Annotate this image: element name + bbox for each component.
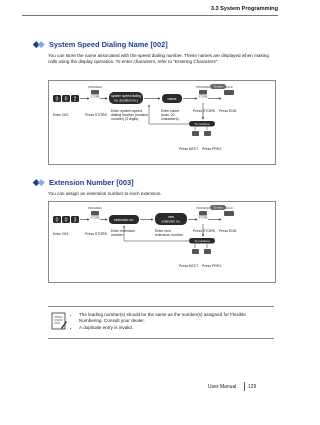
prev-button-icon: [204, 131, 211, 136]
caption-press-store: Press STORE.: [85, 113, 108, 117]
section-title-speed-dial-name: System Speed Dialing Name [002]: [34, 40, 168, 49]
svg-text:STORE: STORE: [198, 95, 208, 99]
note-item: • The leading number(s) should be the same as the number(s) assigned for Flexible Numbering. Consult your dealer.: [79, 312, 270, 324]
dial-key-0: [62, 95, 70, 103]
notes-list: [70, 312, 270, 331]
svg-text:name: name: [167, 97, 177, 101]
diagram-svg: [49, 81, 275, 164]
svg-text:STORE: STORE: [90, 95, 100, 99]
svg-text:PROGRAM: PROGRAM: [196, 86, 210, 89]
to-continue-label: [189, 238, 215, 244]
next-button-icon: [192, 249, 199, 254]
caption-enter-extension: Enter extension number.: [111, 229, 136, 238]
caption-press-store-2: Press STORE.: [193, 229, 216, 233]
caption-press-store: Press STORE.: [85, 232, 108, 236]
to-next-label: [210, 205, 226, 210]
footer-divider: [244, 382, 245, 391]
page-number: 129: [248, 384, 257, 390]
svg-text:3: 3: [73, 217, 77, 224]
svg-text:PROGRAM: PROGRAM: [88, 207, 102, 210]
extension-no-field: [109, 215, 139, 224]
section-description: You can store the name associated with the speed dialing number. These names are displayed when making calls using the display operation. To enter characters, refer to "Entering Characters".: [48, 53, 269, 64]
svg-text:STORE: STORE: [198, 216, 208, 220]
dial-key-0: [53, 95, 61, 103]
new-extension-no-field: [155, 213, 187, 225]
svg-text:extension no.: extension no.: [161, 219, 181, 224]
store-button-icon: [199, 90, 207, 95]
svg-text:extension no.: extension no.: [113, 218, 135, 222]
footer-label: User Manual: [208, 384, 237, 390]
svg-text:To next: To next: [213, 205, 223, 210]
to-continue-label: [189, 121, 215, 127]
caption-press-next: Press NEXT.: [179, 147, 199, 151]
svg-text:no. (location no.): no. (location no.): [114, 98, 138, 103]
note-rule-top: [48, 306, 274, 307]
end-button-icon: [224, 90, 234, 95]
svg-text:2: 2: [73, 96, 77, 103]
dial-key-0: [53, 216, 61, 224]
svg-text:STORE: STORE: [90, 216, 100, 220]
note-icon: [50, 311, 68, 331]
end-button-icon: [224, 211, 234, 216]
header-rule: [22, 15, 278, 16]
section-description: You can assign an extension number to each extension.: [48, 191, 162, 196]
svg-text:0: 0: [55, 96, 59, 103]
caption-press-next: Press NEXT.: [179, 264, 199, 268]
store-button-icon: [91, 211, 99, 216]
speed-dial-location-field: [109, 92, 143, 104]
svg-text:HOLD: HOLD: [225, 86, 233, 89]
svg-text:PROGRAM: PROGRAM: [88, 86, 102, 89]
next-button-icon: [192, 131, 199, 136]
dial-key-2: [71, 95, 79, 103]
dial-key-3: [71, 216, 79, 224]
store-button-icon: [91, 90, 99, 95]
svg-text:0: 0: [64, 96, 68, 103]
caption-enter-code: Enter 003.: [53, 232, 70, 236]
page-header-title: 3.3 System Programming: [210, 6, 278, 12]
diagram-svg: [49, 202, 275, 282]
note-item: • A duplicate entry is invalid.: [79, 325, 270, 331]
svg-text:0: 0: [55, 217, 59, 224]
caption-enter-location: Enter system speed dialing number (location number) (3 digits).: [111, 109, 149, 122]
caption-enter-code: Enter 002.: [53, 113, 70, 117]
procedure-diagram-002: [48, 80, 276, 165]
caption-press-end: Press END.: [219, 229, 238, 233]
to-next-label: [210, 84, 226, 89]
svg-text:To next: To next: [213, 84, 223, 89]
caption-enter-new-extension: Enter new extension number.: [155, 229, 184, 238]
svg-text:system speed dialing: system speed dialing: [111, 94, 141, 98]
section-title-extension-number: Extension Number [003]: [34, 178, 134, 187]
caption-press-prev: Press PREV.: [202, 264, 223, 268]
dial-key-0: [62, 216, 70, 224]
svg-text:PROGRAM: PROGRAM: [196, 207, 210, 210]
section-bullet-icon: [34, 41, 46, 48]
svg-text:To continue: To continue: [194, 239, 210, 243]
store-button-icon: [199, 211, 207, 216]
section-bullet-icon: [34, 179, 46, 186]
note-rule-bottom: [48, 338, 274, 339]
svg-text:To continue: To continue: [194, 122, 210, 126]
caption-press-store-2: Press STORE.: [193, 109, 216, 113]
caption-press-prev: Press PREV.: [202, 147, 223, 151]
name-field: [162, 94, 182, 103]
prev-button-icon: [204, 249, 211, 254]
caption-enter-name: Enter name (max. 20 characters).: [161, 109, 180, 122]
procedure-diagram-003: [48, 201, 276, 283]
svg-text:0: 0: [64, 217, 68, 224]
caption-press-end: Press END.: [219, 109, 238, 113]
svg-text:new: new: [168, 215, 174, 219]
svg-text:HOLD: HOLD: [225, 207, 233, 210]
